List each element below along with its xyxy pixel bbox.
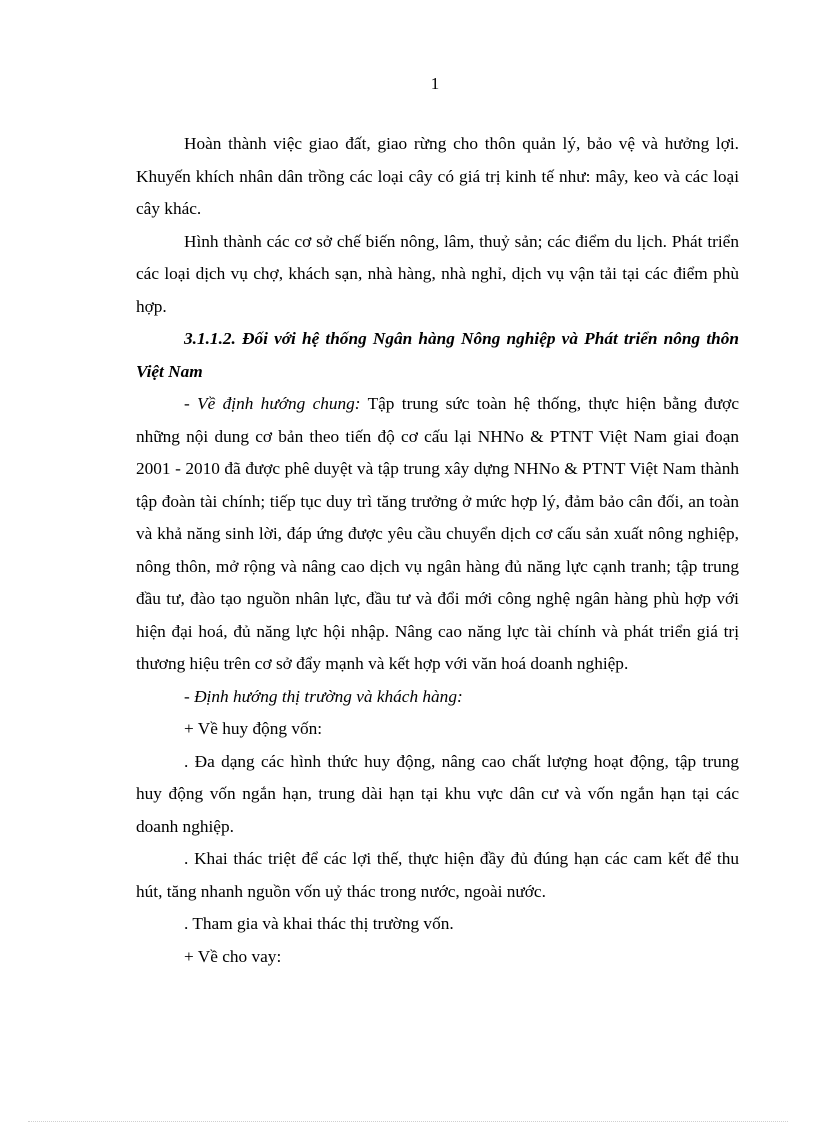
paragraph-capital-mobilization: + Về huy động vốn: [184, 719, 323, 738]
paragraph-exploit-advantages: . Khai thác triệt để các lợi thế, thực hiện đầy đủ đúng hạn các cam kết để thu hút, tăng nhanh nguồn vốn uỷ thác trong nước, ngoài nước. [136, 849, 739, 901]
paragraph-land-allocation: Hoàn thành việc giao đất, giao rừng cho thôn quản lý, bảo vệ và hưởng lợi. Khuyến khích nhân dân trồng các loại cây có giá trị kinh tế như: mây, keo và các loại cây khác. [136, 134, 739, 218]
paragraph-diversify-mobilization: . Đa dạng các hình thức huy động, nâng cao chất lượng hoạt động, tập trung huy động vốn ngắn hạn, trung dài hạn tại khu vực dân cư và vốn ngắn hạn tại các doanh nghiệp. [136, 751, 739, 836]
general-orientation-label: - Về định hướng chung: [184, 394, 361, 413]
paragraph-general-orientation [136, 388, 739, 681]
paragraph-capital-market: . Tham gia và khai thác thị trường vốn. [184, 914, 454, 933]
paragraph-lending: + Về cho vay: [184, 946, 282, 966]
paragraph-market-orientation: - Định hướng thị trường và khách hàng: [184, 686, 463, 706]
general-orientation-text: Tập trung sức toàn hệ thống, thực hiện bằng được những nội dung cơ bản theo tiến độ cơ cấu lại NHNo & PTNT Việt Nam giai đoạn 2001 - 2010 đã được phê duyệt và tập trung xây dựng NHNo & PTNT Việt Nam thành tập đoàn tài chính; tiếp tục duy trì tăng trưởng ở mức hợp lý, đảm bảo cân đối, an toàn và khả năng sinh lời, đáp ứng được yêu cầu chuyển dịch cơ cấu sản xuất nông nghiệp, nông thôn, mở rộng và nâng cao dịch vụ ngân hàng đủ năng lực cạnh tranh; tập trung đầu tư, đào tạo nguồn nhân lực, đầu tư và đổi mới công nghệ ngân hàng phù hợp với hiện đại hoá, đủ năng lực hội nhập. Nâng cao năng lực tài chính và phát triển giá trị thương hiệu trên cơ sở đẩy mạnh và kết hợp với văn hoá doanh nghiệp. [136, 394, 739, 673]
section-heading: 3.1.1.2. Đối với hệ thống Ngân hàng Nông nghiệp và Phát triển nông thôn Việt Nam [136, 329, 739, 381]
paragraph-processing-facilities: Hình thành các cơ sở chế biến nông, lâm, thuỷ sản; các điểm du lịch. Phát triển các loại dịch vụ chợ, khách sạn, nhà hàng, nhà nghỉ, dịch vụ vận tải tại các điểm phù hợp. [136, 231, 739, 316]
document-body [136, 128, 739, 973]
page-number: 1 [430, 74, 440, 93]
page-bottom-divider [28, 1121, 788, 1122]
